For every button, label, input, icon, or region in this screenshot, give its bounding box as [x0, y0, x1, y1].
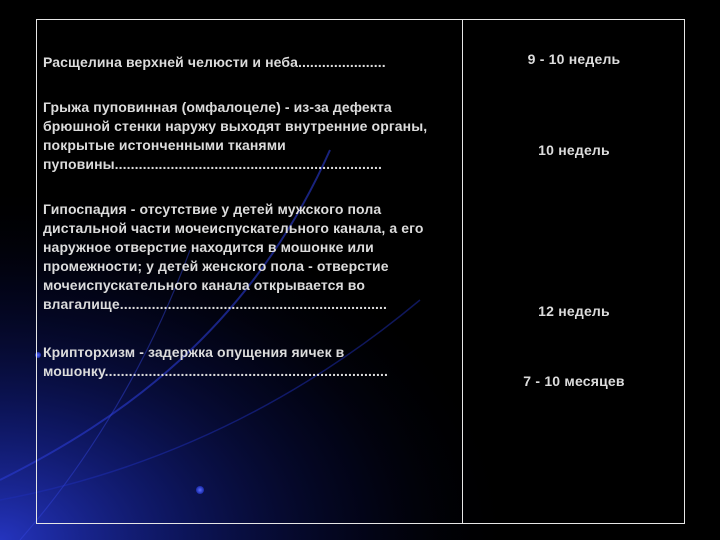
row-3-term: 12 недель	[538, 303, 610, 319]
row-2-description: Грыжа пуповинная (омфалоцеле) - из-за дефекта брюшной стенки наружу выходят внутренние органы, покрытые истонченными тканями пуповины...................................................................	[43, 99, 428, 172]
row-3-description: Гипоспадия - отсутствие у детей мужского пола дистальной части мочеиспускательного канала, а его наружное отверстие находится в мошонке или промежности; у детей женского пола - отверстие мочеиспускательного канала открывается во влагалище...................................................................	[43, 201, 424, 312]
row-4-description: Крипторхизм - задержка опущения яичек в мошонку.......................................................................	[43, 344, 388, 379]
row-2-term: 10 недель	[538, 142, 610, 158]
row-4-term: 7 - 10 месяцев	[523, 373, 625, 389]
row-1-description: Расщелина верхней челюсти и неба......................	[43, 54, 386, 70]
column-divider	[462, 20, 463, 523]
content-table	[36, 19, 685, 524]
row-1-term: 9 - 10 недель	[527, 51, 621, 67]
